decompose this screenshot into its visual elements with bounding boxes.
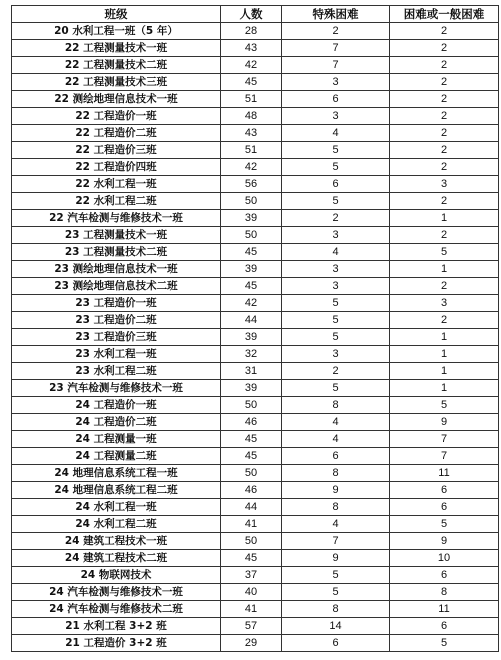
cell-special-difficulty: 2: [282, 210, 390, 227]
cell-count: 42: [221, 57, 282, 74]
cell-special-difficulty: 3: [282, 346, 390, 363]
cell-general-difficulty: 2: [390, 40, 499, 57]
cell-class: 24 水利工程一班: [12, 499, 221, 516]
table-row: [12, 584, 499, 601]
cell-class: 23 水利工程二班: [12, 363, 221, 380]
cell-class: 21 水利工程 3+2 班: [12, 618, 221, 635]
cell-general-difficulty: 11: [390, 601, 499, 618]
cell-special-difficulty: 4: [282, 244, 390, 261]
cell-general-difficulty: 2: [390, 74, 499, 91]
cell-class: 24 建筑工程技术二班: [12, 550, 221, 567]
cell-count: 45: [221, 244, 282, 261]
cell-class: 23 工程造价一班: [12, 295, 221, 312]
table-row: [12, 329, 499, 346]
cell-count: 39: [221, 261, 282, 278]
cell-general-difficulty: 1: [390, 380, 499, 397]
cell-special-difficulty: 4: [282, 125, 390, 142]
table-row: [12, 414, 499, 431]
cell-class: 23 水利工程一班: [12, 346, 221, 363]
cell-class: 23 工程测量技术一班: [12, 227, 221, 244]
table-row: [12, 91, 499, 108]
cell-class: 22 水利工程一班: [12, 176, 221, 193]
cell-special-difficulty: 5: [282, 312, 390, 329]
header-special-difficulty: 特殊困难: [282, 6, 390, 23]
cell-general-difficulty: 7: [390, 431, 499, 448]
cell-special-difficulty: 8: [282, 465, 390, 482]
cell-general-difficulty: 6: [390, 499, 499, 516]
table-row: [12, 278, 499, 295]
cell-general-difficulty: 1: [390, 261, 499, 278]
cell-class: 24 建筑工程技术一班: [12, 533, 221, 550]
cell-count: 41: [221, 516, 282, 533]
cell-class: 24 水利工程二班: [12, 516, 221, 533]
cell-count: 42: [221, 159, 282, 176]
cell-class: 22 工程造价二班: [12, 125, 221, 142]
cell-general-difficulty: 2: [390, 193, 499, 210]
cell-class: 24 地理信息系统工程二班: [12, 482, 221, 499]
class-difficulty-table: [11, 5, 499, 652]
cell-special-difficulty: 5: [282, 142, 390, 159]
cell-count: 57: [221, 618, 282, 635]
cell-special-difficulty: 2: [282, 23, 390, 40]
cell-general-difficulty: 6: [390, 482, 499, 499]
table-row: [12, 227, 499, 244]
table-row: [12, 244, 499, 261]
cell-class: 23 测绘地理信息技术一班: [12, 261, 221, 278]
cell-count: 51: [221, 142, 282, 159]
cell-general-difficulty: 2: [390, 312, 499, 329]
cell-class: 21 工程造价 3+2 班: [12, 635, 221, 652]
table-row: [12, 295, 499, 312]
cell-general-difficulty: 5: [390, 516, 499, 533]
cell-special-difficulty: 2: [282, 363, 390, 380]
cell-general-difficulty: 2: [390, 125, 499, 142]
cell-class: 22 工程造价四班: [12, 159, 221, 176]
cell-special-difficulty: 3: [282, 227, 390, 244]
table-row: [12, 567, 499, 584]
cell-class: 24 物联网技术: [12, 567, 221, 584]
table-row: [12, 601, 499, 618]
cell-count: 46: [221, 414, 282, 431]
cell-count: 29: [221, 635, 282, 652]
table-row: [12, 176, 499, 193]
cell-special-difficulty: 8: [282, 499, 390, 516]
table-row: [12, 482, 499, 499]
cell-general-difficulty: 5: [390, 397, 499, 414]
cell-general-difficulty: 5: [390, 635, 499, 652]
cell-special-difficulty: 14: [282, 618, 390, 635]
cell-general-difficulty: 11: [390, 465, 499, 482]
cell-count: 48: [221, 108, 282, 125]
cell-class: 22 工程测量技术二班: [12, 57, 221, 74]
cell-class: 24 地理信息系统工程一班: [12, 465, 221, 482]
cell-count: 45: [221, 278, 282, 295]
table-row: [12, 193, 499, 210]
header-class: 班级: [12, 6, 221, 23]
cell-count: 43: [221, 40, 282, 57]
cell-special-difficulty: 3: [282, 108, 390, 125]
cell-class: 24 工程造价二班: [12, 414, 221, 431]
header-count: 人数: [221, 6, 282, 23]
cell-special-difficulty: 4: [282, 431, 390, 448]
cell-count: 28: [221, 23, 282, 40]
cell-general-difficulty: 1: [390, 346, 499, 363]
cell-class: 22 水利工程二班: [12, 193, 221, 210]
cell-class: 24 工程测量二班: [12, 448, 221, 465]
header-general-difficulty: 困难或一般困难: [390, 6, 499, 23]
cell-count: 39: [221, 210, 282, 227]
table-row: [12, 125, 499, 142]
cell-class: 23 工程造价三班: [12, 329, 221, 346]
cell-count: 50: [221, 193, 282, 210]
cell-count: 45: [221, 448, 282, 465]
cell-special-difficulty: 5: [282, 295, 390, 312]
table-row: [12, 159, 499, 176]
cell-general-difficulty: 8: [390, 584, 499, 601]
table-row: [12, 346, 499, 363]
cell-general-difficulty: 10: [390, 550, 499, 567]
table-row: [12, 261, 499, 278]
table-row: [12, 23, 499, 40]
cell-count: 56: [221, 176, 282, 193]
cell-class: 24 汽车检测与维修技术一班: [12, 584, 221, 601]
table-row: [12, 40, 499, 57]
cell-general-difficulty: 2: [390, 108, 499, 125]
cell-special-difficulty: 6: [282, 448, 390, 465]
cell-count: 50: [221, 397, 282, 414]
cell-class: 22 工程造价三班: [12, 142, 221, 159]
cell-special-difficulty: 3: [282, 278, 390, 295]
cell-count: 45: [221, 431, 282, 448]
cell-count: 40: [221, 584, 282, 601]
cell-special-difficulty: 8: [282, 601, 390, 618]
cell-count: 32: [221, 346, 282, 363]
table-row: [12, 142, 499, 159]
table-row: [12, 431, 499, 448]
cell-special-difficulty: 6: [282, 91, 390, 108]
table-header: [12, 6, 499, 23]
cell-general-difficulty: 2: [390, 227, 499, 244]
cell-special-difficulty: 3: [282, 74, 390, 91]
cell-class: 23 工程造价二班: [12, 312, 221, 329]
table-row: [12, 516, 499, 533]
cell-special-difficulty: 5: [282, 329, 390, 346]
cell-general-difficulty: 6: [390, 567, 499, 584]
table-row: [12, 380, 499, 397]
cell-class: 24 工程造价一班: [12, 397, 221, 414]
table-row: [12, 635, 499, 652]
cell-class: 22 汽车检测与维修技术一班: [12, 210, 221, 227]
cell-class: 20 水利工程一班（5 年）: [12, 23, 221, 40]
cell-class: 22 测绘地理信息技术一班: [12, 91, 221, 108]
cell-special-difficulty: 4: [282, 414, 390, 431]
table-row: [12, 108, 499, 125]
cell-special-difficulty: 5: [282, 567, 390, 584]
cell-class: 22 工程造价一班: [12, 108, 221, 125]
table-row: [12, 397, 499, 414]
cell-general-difficulty: 1: [390, 363, 499, 380]
table-body: [12, 23, 499, 652]
cell-general-difficulty: 3: [390, 295, 499, 312]
cell-special-difficulty: 7: [282, 57, 390, 74]
cell-count: 50: [221, 465, 282, 482]
cell-special-difficulty: 6: [282, 176, 390, 193]
cell-count: 37: [221, 567, 282, 584]
cell-count: 46: [221, 482, 282, 499]
cell-class: 23 汽车检测与维修技术一班: [12, 380, 221, 397]
cell-class: 22 工程测量技术一班: [12, 40, 221, 57]
cell-count: 42: [221, 295, 282, 312]
cell-class: 23 工程测量技术二班: [12, 244, 221, 261]
cell-general-difficulty: 7: [390, 448, 499, 465]
cell-special-difficulty: 9: [282, 550, 390, 567]
cell-special-difficulty: 6: [282, 635, 390, 652]
table-row: [12, 210, 499, 227]
cell-special-difficulty: 7: [282, 533, 390, 550]
table-row: [12, 57, 499, 74]
cell-count: 50: [221, 227, 282, 244]
cell-general-difficulty: 5: [390, 244, 499, 261]
cell-count: 44: [221, 499, 282, 516]
cell-count: 39: [221, 329, 282, 346]
table-row: [12, 618, 499, 635]
cell-special-difficulty: 8: [282, 397, 390, 414]
cell-special-difficulty: 9: [282, 482, 390, 499]
cell-general-difficulty: 9: [390, 414, 499, 431]
cell-general-difficulty: 1: [390, 210, 499, 227]
cell-count: 39: [221, 380, 282, 397]
cell-count: 41: [221, 601, 282, 618]
cell-class: 22 工程测量技术三班: [12, 74, 221, 91]
table-row: [12, 363, 499, 380]
cell-count: 31: [221, 363, 282, 380]
cell-special-difficulty: 5: [282, 380, 390, 397]
cell-class: 23 测绘地理信息技术二班: [12, 278, 221, 295]
cell-general-difficulty: 3: [390, 176, 499, 193]
cell-special-difficulty: 3: [282, 261, 390, 278]
cell-special-difficulty: 4: [282, 516, 390, 533]
cell-count: 45: [221, 74, 282, 91]
cell-general-difficulty: 1: [390, 329, 499, 346]
cell-general-difficulty: 2: [390, 159, 499, 176]
table-row: [12, 499, 499, 516]
cell-general-difficulty: 9: [390, 533, 499, 550]
cell-general-difficulty: 2: [390, 23, 499, 40]
table-row: [12, 465, 499, 482]
cell-count: 50: [221, 533, 282, 550]
table-row: [12, 448, 499, 465]
cell-class: 24 工程测量一班: [12, 431, 221, 448]
cell-general-difficulty: 2: [390, 278, 499, 295]
cell-general-difficulty: 2: [390, 142, 499, 159]
cell-general-difficulty: 2: [390, 91, 499, 108]
cell-class: 24 汽车检测与维修技术二班: [12, 601, 221, 618]
table-row: [12, 550, 499, 567]
cell-special-difficulty: 7: [282, 40, 390, 57]
table-row: [12, 74, 499, 91]
header-row: [12, 6, 499, 23]
cell-count: 44: [221, 312, 282, 329]
cell-general-difficulty: 2: [390, 57, 499, 74]
cell-count: 43: [221, 125, 282, 142]
table-row: [12, 312, 499, 329]
cell-count: 45: [221, 550, 282, 567]
cell-count: 51: [221, 91, 282, 108]
table-row: [12, 533, 499, 550]
cell-special-difficulty: 5: [282, 159, 390, 176]
cell-special-difficulty: 5: [282, 193, 390, 210]
cell-special-difficulty: 5: [282, 584, 390, 601]
cell-general-difficulty: 6: [390, 618, 499, 635]
